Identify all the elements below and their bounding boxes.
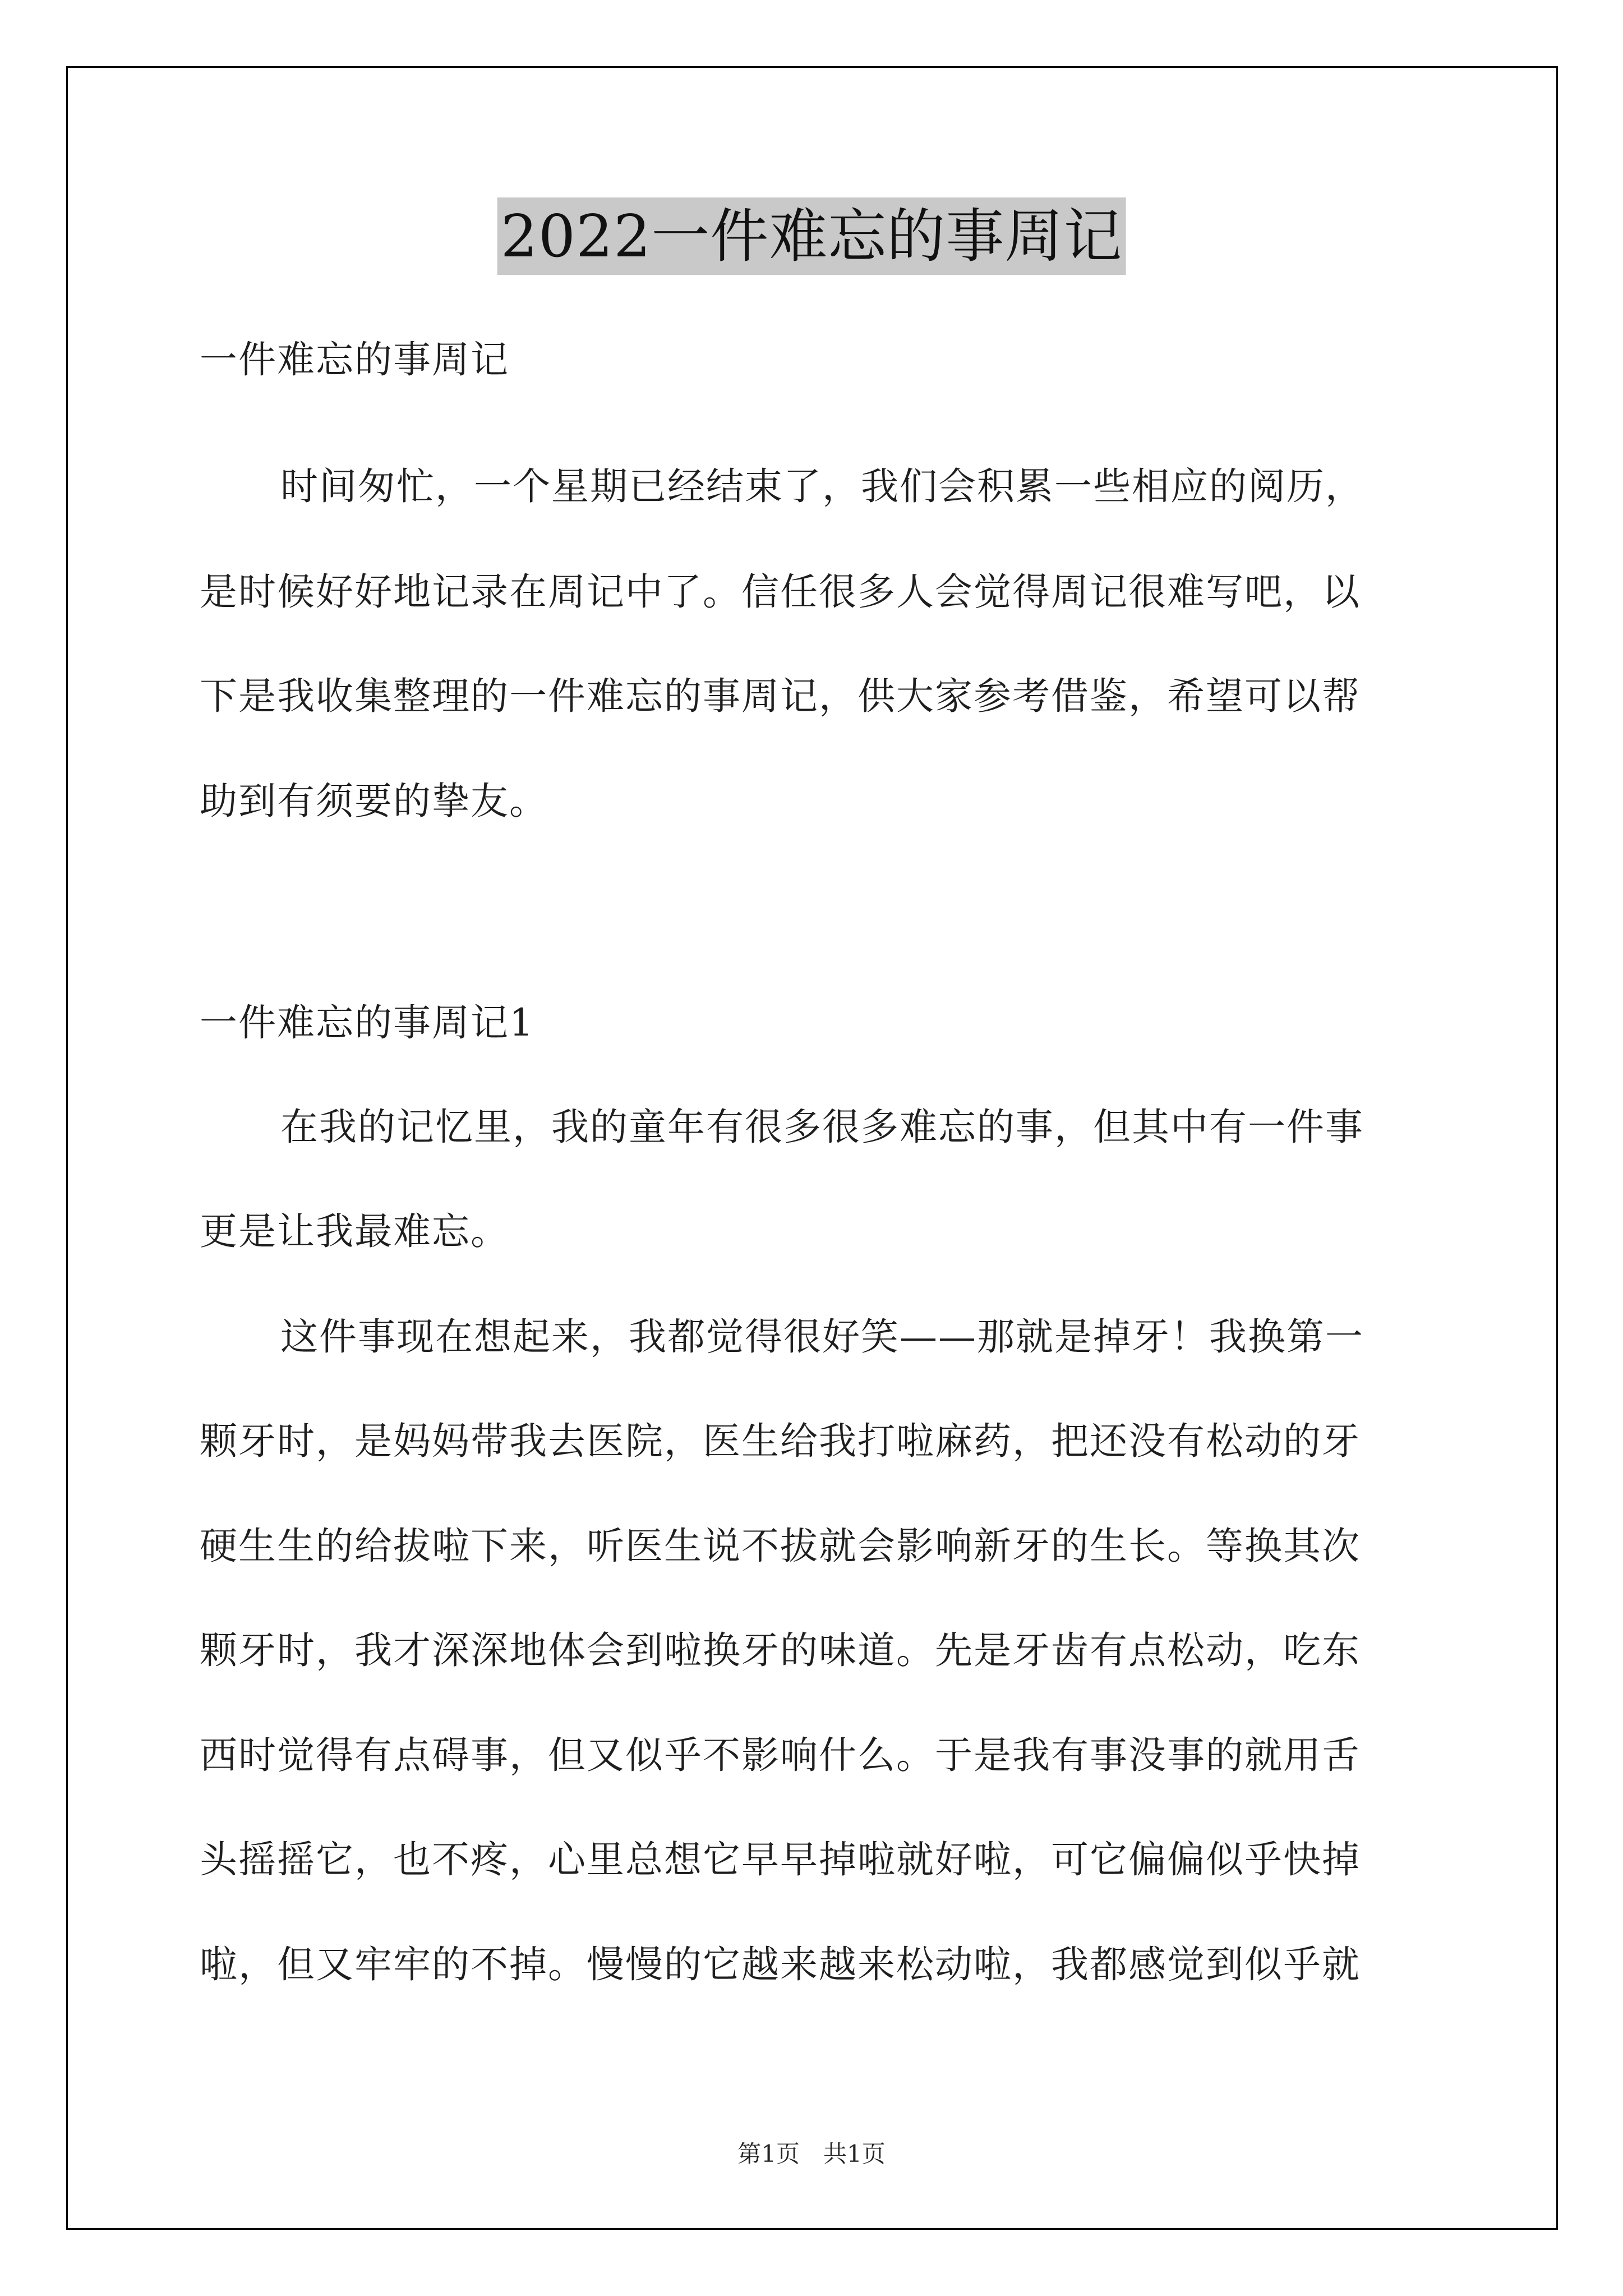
paragraph-line: 更是让我最难忘。	[200, 1209, 509, 1253]
page-number-footer: 第1页 共1页	[737, 2140, 886, 2168]
section-heading: 一件难忘的事周记1	[200, 1001, 534, 1045]
intro-line: 时间匆忙，一个星期已经结束了，我们会积累一些相应的阅历，	[280, 464, 1364, 508]
paragraph-line: 硬生生的给拔啦下来，听医生说不拔就会影响新牙的生长。等换其次	[200, 1524, 1361, 1568]
paragraph-line: 西时觉得有点碍事，但又似乎不影响什么。于是我有事没事的就用舌	[200, 1733, 1361, 1777]
paragraph-line: 颗牙时，我才深深地体会到啦换牙的味道。先是牙齿有点松动，吃东	[200, 1628, 1361, 1672]
document-subtitle: 一件难忘的事周记	[200, 338, 509, 381]
intro-line: 助到有须要的挚友。	[200, 779, 548, 823]
paragraph-line: 这件事现在想起来，我都觉得很好笑——那就是掉牙！我换第一	[280, 1315, 1364, 1359]
paragraph-line: 头摇摇它，也不疼，心里总想它早早掉啦就好啦，可它偏偏似乎快掉	[200, 1838, 1361, 1881]
paragraph-line: 在我的记忆里，我的童年有很多很多难忘的事，但其中有一件事	[280, 1105, 1364, 1149]
paragraph-line: 颗牙时，是妈妈带我去医院，医生给我打啦麻药，把还没有松动的牙	[200, 1419, 1361, 1463]
document-title: 2022一件难忘的事周记	[497, 197, 1126, 275]
intro-line: 是时候好好地记录在周记中了。信任很多人会觉得周记很难写吧，以	[200, 570, 1361, 614]
paragraph-line: 啦，但又牢牢的不掉。慢慢的它越来越来松动啦，我都感觉到似乎就	[200, 1943, 1361, 1986]
intro-line: 下是我收集整理的一件难忘的事周记，供大家参考借鉴，希望可以帮	[200, 674, 1361, 718]
